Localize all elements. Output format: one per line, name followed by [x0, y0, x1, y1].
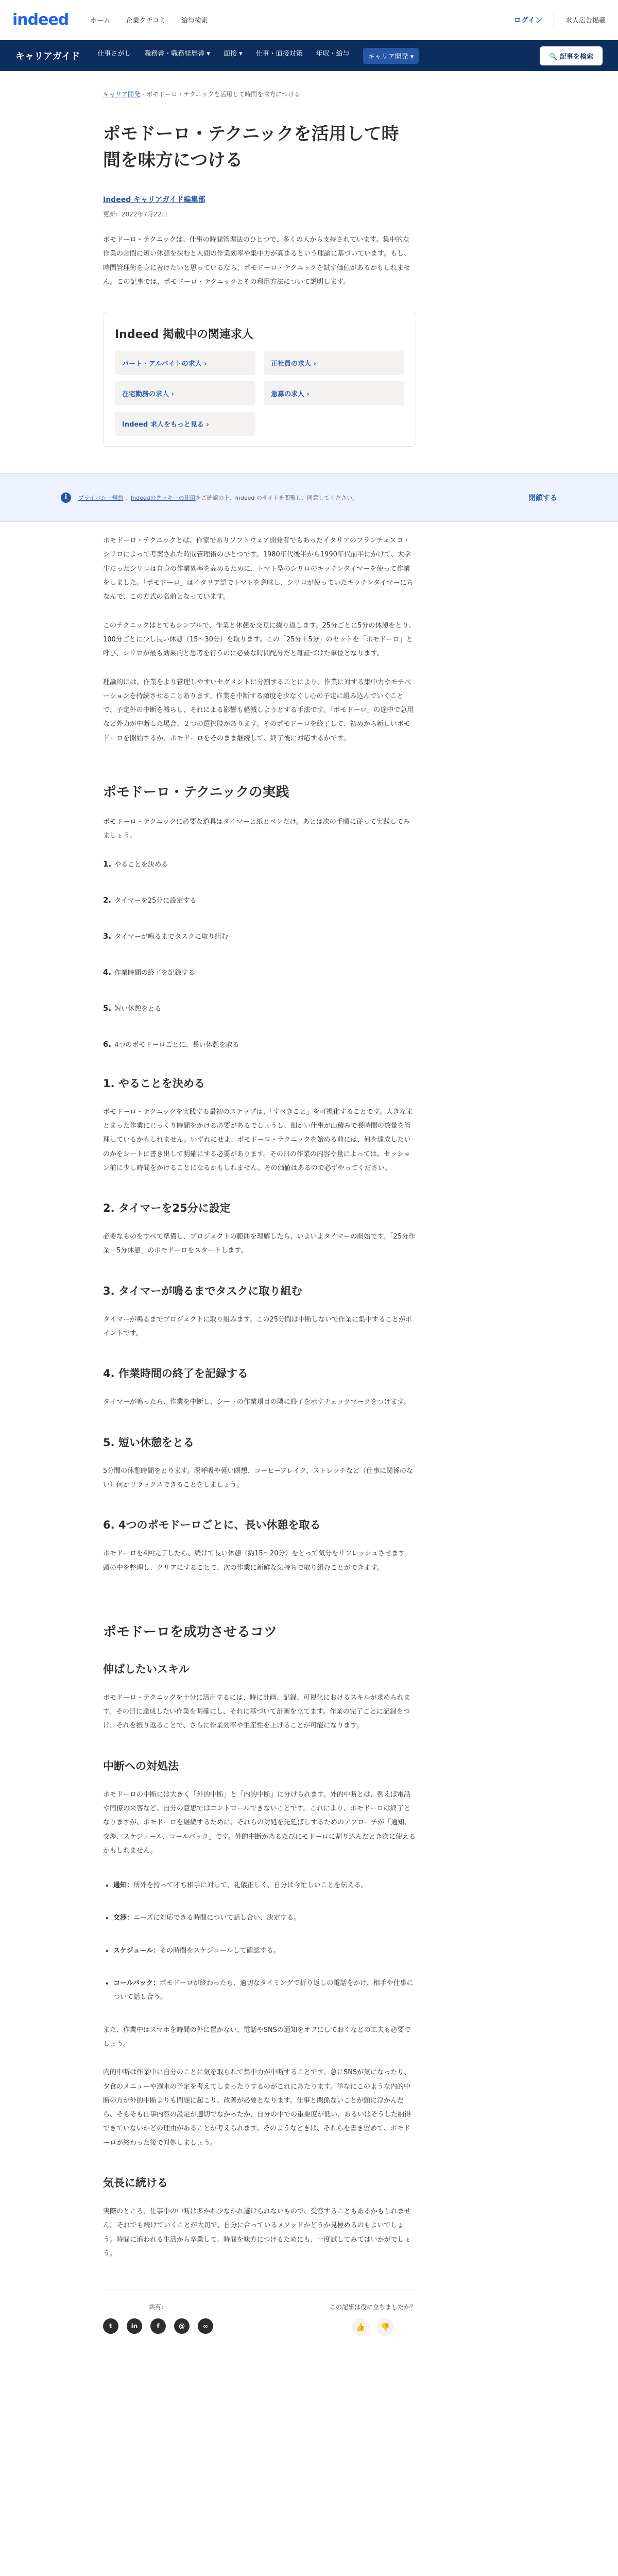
interruptions-text: ポモドーロの中断には大きく「外的中断」と「内的中断」に分けられます。外的中断とは、例えば電話や同僚の来客など、自分の意思ではコントロールできないことです。これにより、ポモドーロは終了となりますが、ポモドーロを継続するために、それらの対処を先延ばしするためのアプローチが「通知、交渉、スケジュール、コールバック」です。外的中断があるたびにモドーロに割り込んだとき次に使えるかもしれません。	[103, 1790, 416, 1855]
job-link-part-time[interactable]: パート・アルバイトの求人 ›	[115, 351, 255, 375]
share-icons	[103, 2318, 213, 2334]
step-number: 6.	[103, 1039, 112, 1049]
share-label: 共有：	[148, 2303, 167, 2311]
cookie-message: をご確認の上、Indeed のサイトを閲覧し、同意してください。	[195, 494, 358, 501]
feedback-buttons	[330, 2318, 416, 2336]
menu-interview[interactable]: 面接 ▾	[223, 49, 243, 58]
menu-salary[interactable]: 年収・給与	[316, 49, 350, 58]
twitter-icon[interactable]: t	[103, 2318, 118, 2334]
nav-home[interactable]: ホーム	[90, 17, 111, 25]
login-link[interactable]: ログイン	[513, 16, 542, 25]
copy-link-icon[interactable]: ∞	[198, 2318, 213, 2334]
tip-text: 所外を持って才ち相手に対して、礼儀正しく、自分は今忙しいことを伝える。	[133, 1882, 368, 1890]
menu-job-search[interactable]: 仕事さがし	[97, 49, 131, 58]
article-main	[103, 90, 416, 2336]
section-heading-practice: ポモドーロ・テクニックの実践	[103, 785, 289, 801]
keep-going-heading: 気長に続ける	[103, 2177, 168, 2190]
privacy-policy-link[interactable]: プライバシー規約	[78, 494, 124, 501]
list-item	[103, 967, 416, 977]
step-number: 4.	[103, 967, 112, 977]
menu-work-prep[interactable]: 仕事・面接対策	[255, 49, 303, 58]
thumbs-down-icon[interactable]: 👎	[376, 2318, 394, 2336]
info-icon: i	[61, 493, 71, 503]
step1-heading: 1. やることを決める	[103, 1077, 205, 1090]
top-bar	[0, 0, 618, 40]
breadcrumb-link[interactable]: キャリア開発	[103, 91, 141, 98]
tip-text: ポモドーロが終わったら、適切なタイミングで折り返しの電話をかけ、相手や仕事について話し合う。	[113, 1979, 414, 2002]
employer-link[interactable]: 求人広告掲載	[565, 17, 606, 25]
tip-term: スケジュール：	[113, 1946, 160, 1955]
intro-paragraph: ポモドーロ・テクニックは、仕事の時間管理法のひとつで、多くの人から支持されています。集中的な作業の合間に短い休憩を挟むと人間の作業効率や集中力が高まるという理論に基づいています。もし、時間管理術を身に着けたいと思っているなら、ポモドーロ・テクニックを試す価値があるかもしれません。この記事では、ポモドーロ・テクニックとその利用方法について説明します。	[103, 236, 410, 286]
step-text: 作業時間の終了を記録する	[114, 969, 195, 977]
cookie-separator: 、	[123, 494, 131, 501]
list-item	[113, 1911, 416, 1925]
keep-going-text: 実際のところ、仕事中の中断は多かれ少なかれ避けられないもので、受容することもあるかもしれません。それでも続けていくことが大切で、自分に合っているメソッドかどうか見極めるのもよいでしょう。時間に追われる生活から卒業して、時間を味方につけるためにも、一度試してみてはいかがでしょう。	[103, 2208, 411, 2258]
skills-text: ポモドーロ・テクニックを十分に活用するには、時に計画、記録、可視化におけるスキルが求められます。その日に達成したい作業を明確にし、それに基づいて計画を立てます。作業の完了ごとに記録をつけ、それを振り返ることで、さらに作業効率や生産性を上げることが可能になります。	[103, 1693, 410, 1730]
step-number: 2.	[103, 895, 112, 905]
step-text: 短い休憩をとる	[114, 1005, 162, 1013]
what-is-p2: このテクニックはとてもシンプルで、作業と休憩を交互に繰り返します。25分ごとに5分の休憩をとり、100分ごとに少し長い休憩（15〜30分）を取ります。この「25分＋5分」のセットを「ポモドーロ」と呼び、シリロが最も効果的と思考を行うのに必要な時間配分だと確証づけた単位となります。	[103, 621, 416, 658]
thumbs-up-icon[interactable]: 👍	[352, 2318, 369, 2336]
step-number: 1.	[103, 859, 112, 869]
updated-date: 更新：2022年7月22日	[103, 211, 168, 218]
tip-term: コールバック：	[113, 1979, 160, 1988]
list-item	[103, 931, 416, 941]
career-guide-brand[interactable]: キャリアガイド	[15, 51, 80, 62]
step3-text: タイマーが鳴るまでプロジェクトに取り組みます。この25分間は中断しないで作業に集中することがポイントです。	[103, 1315, 412, 1338]
interruptions-note: また、作業中はスマホを時間の外に置かない、電話やSNSの通知をオフにしておくなどの工夫も必要でしょう。	[103, 2026, 411, 2048]
menu-resume[interactable]: 職務書・職務経歴書 ▾	[144, 49, 210, 58]
article-search-button[interactable]: 🔍 記事を検索	[540, 46, 603, 65]
step-text: タイマーを25分に設定する	[114, 896, 197, 905]
step1-text: ポモドーロ・テクニックを実践する最初のステップは、「すべきこと」を可視化することです。大きなまとまった作業にじっくり時間をかける必要があるでしょうし、細かい仕事が山積みで長時間の数量を管理しているかもしれません。いずれにせよ、ポモドーロ・テクニックを始める前には、何を達成したいのかをシートに書き出して明確にする必要があります。その日の作業の内容や量によっては、セッション前に少し時間をかけることになるかもしれません。その価値はあるので必ずやってください。	[103, 1108, 413, 1172]
interruptions-heading: 中断への対処法	[103, 1759, 179, 1772]
tip-text: ニーズに対応できる時間について話し合い、決定する。	[133, 1914, 301, 1922]
related-jobs-title: Indeed 掲載中の関連求人	[115, 328, 253, 342]
step-number: 5.	[103, 1003, 112, 1013]
section-heading-tips: ポモドーロを成功させるコツ	[103, 1624, 278, 1640]
step5-heading: 5. 短い休憩をとる	[103, 1436, 194, 1449]
cookie-policy-link[interactable]: Indeedのクッキーの使用	[130, 494, 196, 501]
nav-company-reviews[interactable]: 企業クチコミ	[126, 17, 166, 25]
step2-text: 必要なものをすべて準備し、プロジェクトの範囲を理解したら、いよいよタイマーの開始です。「25分作業＋5分休憩」のポモドーロをスタートします。	[103, 1233, 416, 1255]
practice-step-list	[103, 859, 416, 1049]
tip-term: 通知：	[113, 1882, 134, 1890]
author-link[interactable]: Indeed キャリアガイド編集部	[103, 196, 205, 204]
step4-text: タイマーが鳴ったら、作業を中断し、シートの作業項目の隣に終了を示すチェックマークをつけます。	[103, 1398, 410, 1406]
menu-career-dev[interactable]: キャリア開発 ▾	[363, 48, 419, 64]
career-guide-nav	[0, 40, 618, 71]
what-is-p3: 理論的には、作業をより管理しやすいセグメントに分割することにより、作業に対する集中力やモチベーションを持続させることあります。作業を中断する頻度を少なくし心の予定に組み込んでいくことで、予定外の中断を減らし、それによる影響も軽減しようとする手法です。「ポモドーロ」の途中で急用など外力が中断した場合、２つの選択肢があります。そのポモドーロを終了して、初めから新しいポモドーロを開始するか、ポモドーロをそのまま継続して、終了後に対応するかです。	[103, 678, 414, 742]
top-nav	[87, 12, 211, 28]
career-guide-menu	[97, 48, 419, 64]
linkedin-icon[interactable]: in	[127, 2318, 142, 2334]
what-is-p1: ポモドーロ・テクニックとは、作家でありソフトウェア開発者でもあったイタリアのフランチェスコ・シリロによって考案された時間管理術のひとつです。1980年代後半から1990年代前半にかけて、大学生だったシリロは自身の作業効率を高めるために、トマト型のシリロのキッチンタイマーを使って作業をしました。「ポモドーロ」はイタリア語でトマトを意味し、シリロが使っていたキッチンタイマーにちなんで、この方式の名前となっています。	[103, 537, 414, 601]
job-link-remote[interactable]: 在宅勤務の求人 ›	[115, 381, 255, 405]
skills-heading: 伸ばしたいスキル	[103, 1663, 190, 1675]
step4-heading: 4. 作業時間の終了を記録する	[103, 1367, 248, 1380]
breadcrumb-separator: ›	[142, 91, 147, 98]
list-item	[103, 1039, 416, 1049]
related-jobs-grid	[115, 351, 404, 436]
step-text: タイマーが鳴るまでタスクに取り組む	[114, 933, 228, 941]
step5-text: 5分間の休憩時間をとります。深呼吸や軽い瞑想、コーヒーブレイク、ストレッチなど（仕事に関係のない）何かリラックスできることをしましょう。	[103, 1467, 413, 1489]
list-item	[103, 859, 416, 869]
related-jobs-box	[103, 312, 416, 447]
list-item	[113, 1944, 416, 1958]
list-item	[103, 1003, 416, 1013]
cookie-close-button[interactable]: 閉鎖する	[528, 494, 557, 502]
step-text: やることを決める	[114, 860, 168, 869]
nav-salary-search[interactable]: 給与検索	[181, 17, 208, 25]
tip-term: 交渉：	[113, 1914, 134, 1922]
top-right	[514, 13, 606, 27]
share-block	[103, 2302, 213, 2336]
step6-heading: 6. 4つのポモドーロごとに、長い休憩を取る	[103, 1519, 321, 1532]
tip-text: その時間をスケジュールして確認する。	[160, 1946, 280, 1955]
feedback-block	[330, 2302, 416, 2336]
step-number: 3.	[103, 931, 112, 941]
share-feedback-row	[103, 2290, 416, 2336]
practice-intro: ポモドーロ・テクニックに必要な道具はタイマーと紙とペンだけ。あとは次の手順に従って実践してみましょう。	[103, 818, 410, 840]
interruption-tips-list	[103, 1878, 416, 2004]
page-title: ポモドーロ・テクニックを活用して時間を味方につける	[103, 124, 399, 171]
internal-interruptions-text: 内的中断は作業中に自分のことに気を取られて集中力が中断することです。急にSNSが気になったり、夕食のメニューや週末の予定を考えてしまったりするのがこれにあたります。単なにこのような内的中断の方が外的中断よりも問題に起こり、改善が必要となります。仕事と関係ないことが頭に浮かんだら、そもそも仕事内容の設定が適切でなかったか、自分の中での重要度が低い、あるいはそうした納得できていないかどの理由があることが考えられます。そのようなときは、それらを書き留めて、ポモドーロが終わった後で対処しましょう。	[103, 2069, 411, 2147]
breadcrumb-current: ポモドーロ・テクニックを活用して時間を味方につける	[146, 91, 301, 98]
job-link-urgent[interactable]: 急募の求人 ›	[264, 381, 404, 405]
job-link-more[interactable]: Indeed 求人をもっと見る ›	[115, 412, 255, 436]
step-text: 4つのポモドーロごとに、長い休憩を取る	[114, 1041, 239, 1049]
step6-text: ポモドーロを4回完了したら、続けて長い休憩（約15〜20分）をとって気分をリフレッシュさせます。頭の中を整理し、クリアにすることで、次の作業に新鮮な気持ちで取り組むことができます。	[103, 1550, 411, 1572]
job-link-full-time[interactable]: 正社員の求人 ›	[264, 351, 404, 375]
list-item	[113, 1878, 416, 1892]
cookie-banner	[0, 473, 618, 522]
cookie-text	[78, 494, 408, 502]
step3-heading: 3. タイマーが鳴るまでタスクに取り組む	[103, 1284, 302, 1297]
list-item	[103, 895, 416, 905]
step2-heading: 2. タイマーを25分に設定	[103, 1202, 231, 1215]
email-icon[interactable]: @	[174, 2318, 190, 2334]
breadcrumb	[103, 90, 416, 98]
indeed-logo[interactable]: indeed	[12, 11, 69, 29]
list-item	[113, 1976, 416, 2005]
facebook-icon[interactable]: f	[150, 2318, 166, 2334]
helpful-question: この記事は役に立ちましたか？	[329, 2303, 416, 2311]
